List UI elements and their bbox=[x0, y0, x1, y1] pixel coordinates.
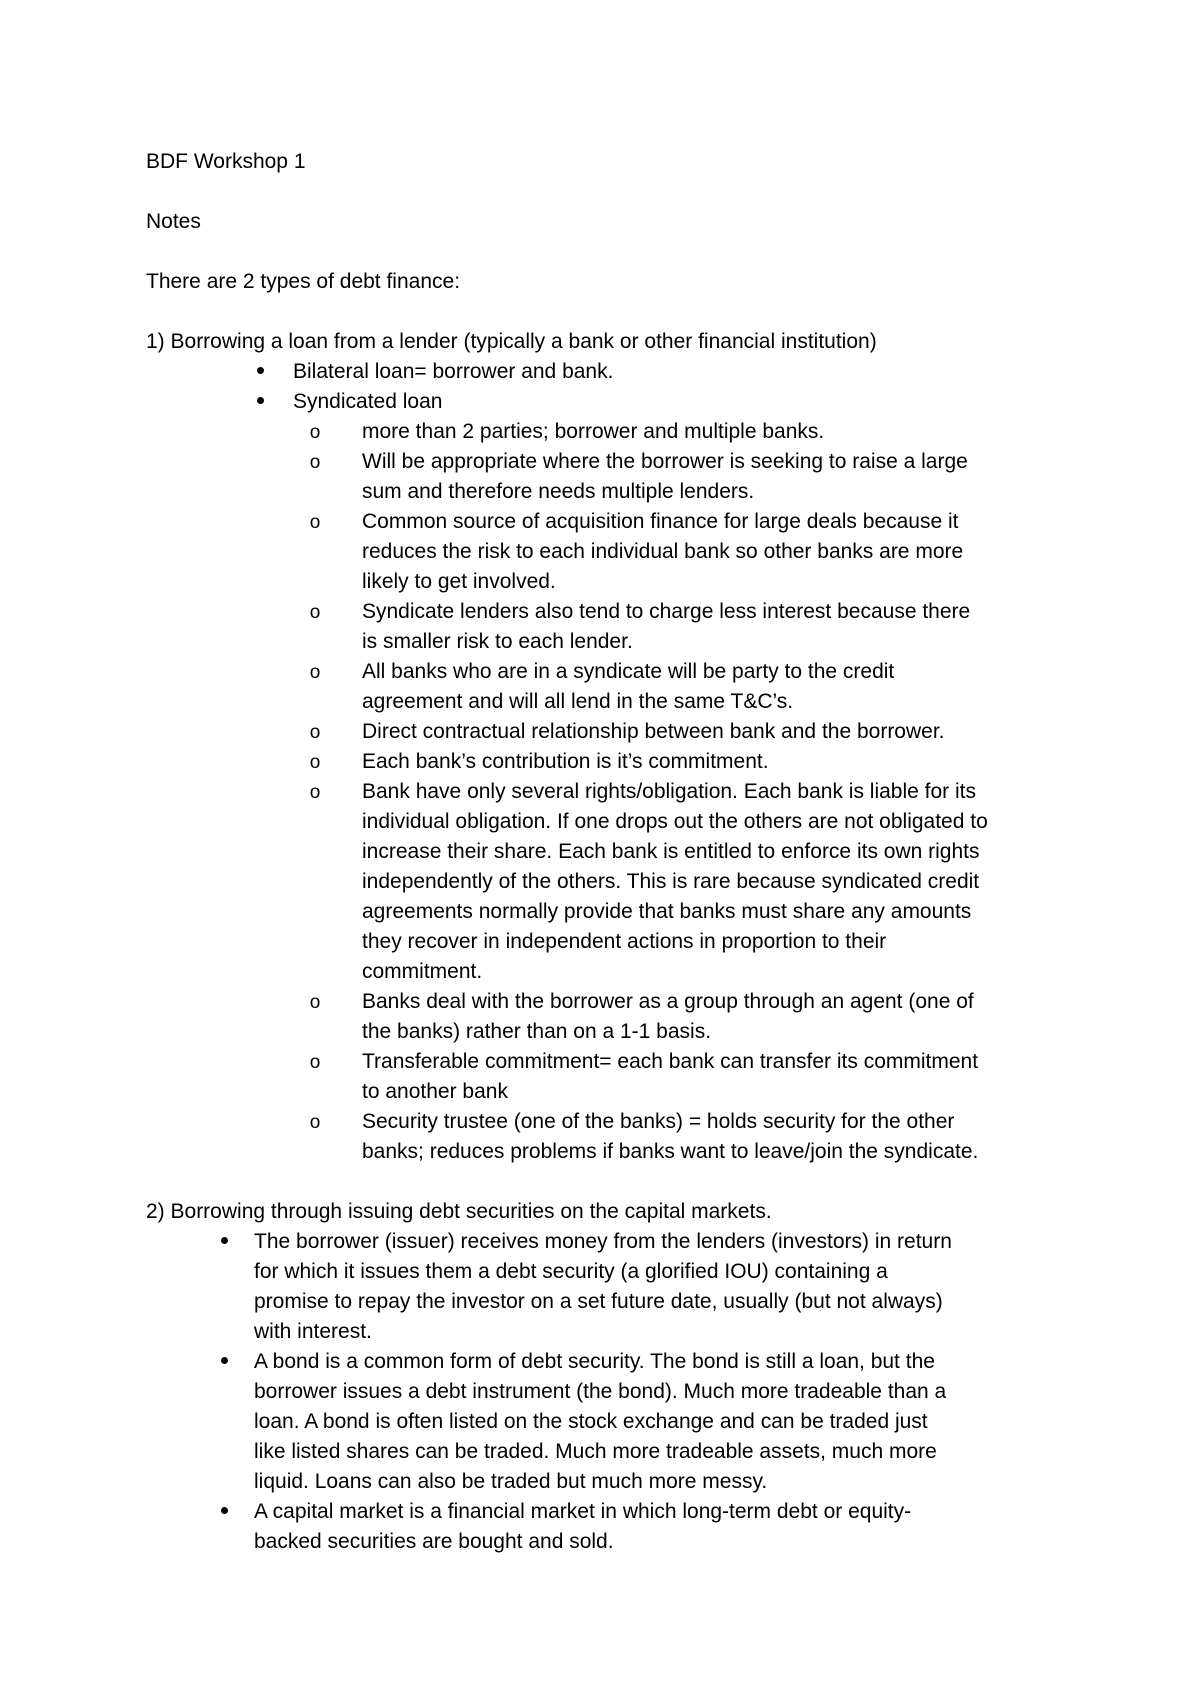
list-item-text: A capital market is a financial market in which long-term debt or equity-backed securities are bought and sold. bbox=[254, 1500, 912, 1553]
sub-list-item bbox=[289, 447, 989, 507]
sub-list-item bbox=[289, 987, 989, 1047]
sub-bullet-list bbox=[289, 417, 989, 1167]
sub-list-item-text: Banks deal with the borrower as a group through an agent (one of the banks) rather than on a 1-1 basis. bbox=[362, 990, 974, 1043]
circle-bullet-icon: o bbox=[309, 722, 321, 743]
spacer bbox=[146, 237, 1066, 267]
bullet-icon bbox=[214, 1227, 234, 1257]
circle-bullet-icon: o bbox=[309, 1112, 321, 1133]
list-item-text: Syndicated loan bbox=[293, 390, 443, 413]
section-heading: 2) Borrowing through issuing debt securities on the capital markets. bbox=[146, 1200, 772, 1223]
list-item-text: Bilateral loan= borrower and bank. bbox=[293, 360, 614, 383]
sub-list-item-text: Each bank’s contribution is it’s commitment. bbox=[362, 750, 769, 773]
sub-list-item-text: Security trustee (one of the banks) = holds security for the other banks; reduces problems if banks want to leave/join the syndicate. bbox=[362, 1110, 979, 1163]
sub-list-item bbox=[289, 657, 989, 717]
sub-list-item-text: Syndicate lenders also tend to charge less interest because there is smaller risk to each lender. bbox=[362, 600, 971, 653]
list-item bbox=[146, 1497, 954, 1557]
sub-list-item-text: Common source of acquisition finance for large deals because it reduces the risk to each individual bank so other banks are more likely to get involved. bbox=[362, 510, 964, 593]
document-body bbox=[146, 147, 1066, 1557]
spacer bbox=[146, 1167, 1066, 1197]
sub-list-item bbox=[289, 507, 989, 597]
bullet-list bbox=[146, 1227, 1066, 1557]
list-item bbox=[146, 1227, 954, 1347]
section-loan bbox=[146, 327, 1066, 1167]
intro-text: There are 2 types of debt finance: bbox=[146, 270, 461, 293]
list-item bbox=[146, 357, 1066, 387]
sub-list-item-text: Transferable commitment= each bank can transfer its commitment to another bank bbox=[362, 1050, 979, 1103]
sub-list-item bbox=[289, 717, 989, 747]
sub-list-item bbox=[289, 417, 989, 447]
section-heading: 1) Borrowing a loan from a lender (typically a bank or other financial institution) bbox=[146, 330, 877, 353]
circle-bullet-icon: o bbox=[309, 602, 321, 623]
circle-bullet-icon: o bbox=[309, 992, 321, 1013]
circle-bullet-icon: o bbox=[309, 752, 321, 773]
document-title: BDF Workshop 1 bbox=[146, 150, 306, 173]
circle-bullet-icon: o bbox=[309, 782, 321, 803]
spacer bbox=[146, 177, 1066, 207]
bullet-icon bbox=[250, 357, 270, 387]
sub-list-item bbox=[289, 597, 989, 657]
circle-bullet-icon: o bbox=[309, 452, 321, 473]
circle-bullet-icon: o bbox=[309, 662, 321, 683]
sub-list-item bbox=[289, 747, 989, 777]
circle-bullet-icon: o bbox=[309, 1052, 321, 1073]
list-item-text: The borrower (issuer) receives money from the lenders (investors) in return for which it issues them a debt security (a glorified IOU) containing a promise to repay the investor on a set future date, usually (but not always) with interest. bbox=[254, 1230, 952, 1343]
bullet-list bbox=[146, 357, 1066, 1167]
sub-list-item-text: Direct contractual relationship between bank and the borrower. bbox=[362, 720, 945, 743]
section-debt-securities bbox=[146, 1197, 1066, 1557]
sub-list-item bbox=[289, 1107, 989, 1167]
bullet-icon bbox=[250, 387, 270, 417]
sub-list-item bbox=[289, 777, 989, 987]
list-item-text: A bond is a common form of debt security. The bond is still a loan, but the borrower issues a debt instrument (the bond). Much more tradeable than a loan. A bond is often listed on the stock exchange and can be traded just like listed shares can be traded. Much more tradeable assets, much more liquid. Loans can also be traded but much more messy. bbox=[254, 1350, 947, 1493]
sub-list-item-text: All banks who are in a syndicate will be party to the credit agreement and will all lend in the same T&C’s. bbox=[362, 660, 895, 713]
sub-list-item-text: more than 2 parties; borrower and multiple banks. bbox=[362, 420, 825, 443]
sub-list-item-text: Bank have only several rights/obligation. Each bank is liable for its individual obligation. If one drops out the others are not obligated to increase their share. Each bank is entitled to enforce its own rights independently of the others. This is rare because syndicated credit agreements normally provide that banks must share any amounts they recover in independent actions in proportion to their commitment. bbox=[362, 780, 988, 983]
sub-list-item bbox=[289, 1047, 989, 1107]
bullet-icon bbox=[214, 1347, 234, 1377]
circle-bullet-icon: o bbox=[309, 512, 321, 533]
bullet-icon bbox=[214, 1497, 234, 1527]
document-subtitle: Notes bbox=[146, 210, 201, 233]
spacer bbox=[146, 297, 1066, 327]
circle-bullet-icon: o bbox=[309, 422, 321, 443]
sub-list-item-text: Will be appropriate where the borrower is seeking to raise a large sum and therefore needs multiple lenders. bbox=[362, 450, 968, 503]
list-item bbox=[146, 1347, 954, 1497]
list-item bbox=[146, 387, 1066, 1167]
